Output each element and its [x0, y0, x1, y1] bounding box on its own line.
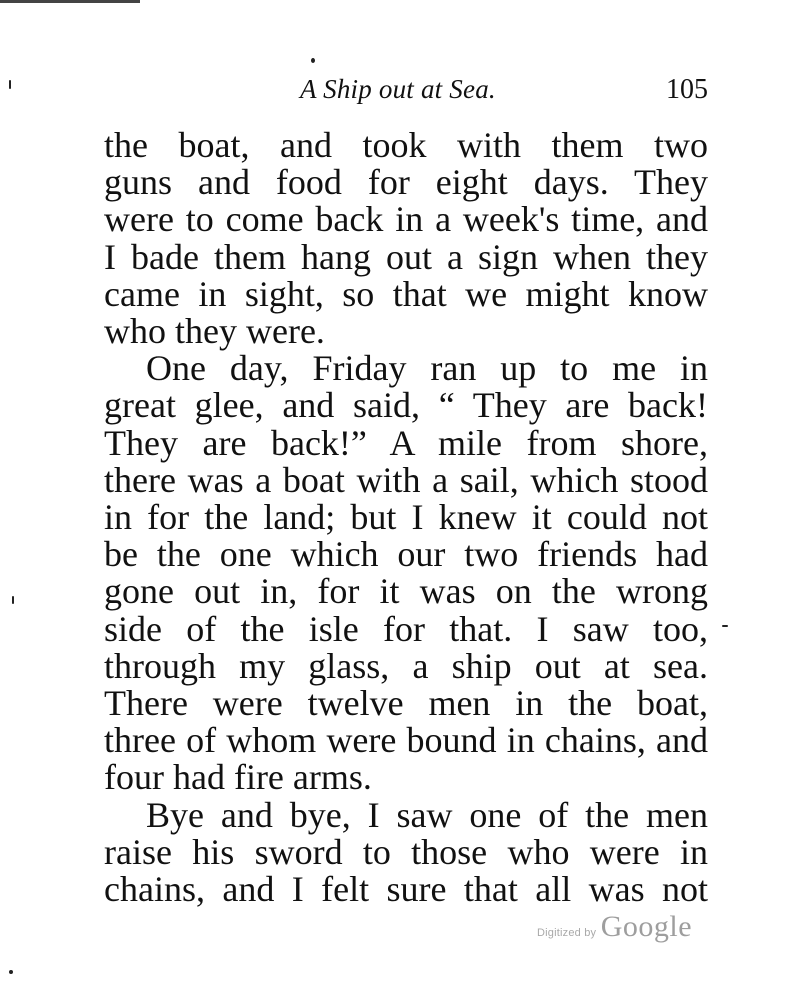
running-title: A Ship out at Sea. [300, 74, 496, 104]
text-line: there was a boat with a sail, which stood [104, 459, 708, 500]
text-line: three of whom were bound in chains, and [104, 720, 708, 761]
scan-speck [9, 80, 11, 89]
top-edge-scan-line [0, 0, 140, 3]
page-number: 105 [666, 74, 708, 105]
page-header [104, 74, 708, 114]
watermark-prefix: Digitized by [537, 927, 597, 939]
text-line: One day, Friday ran up to me in [146, 348, 708, 389]
text-line: There were twelve men in the boat, [104, 683, 708, 724]
digitized-watermark [537, 910, 692, 944]
text-line: They are back!” A mile from shore, [104, 422, 708, 463]
text-line: great glee, and said, “ They are back! [104, 385, 708, 426]
text-line: be the one which our two friends had [104, 534, 708, 575]
body-text [104, 127, 708, 908]
text-line: were to come back in a week's time, and [104, 199, 708, 240]
text-line: came in sight, so that we might know [104, 273, 708, 314]
text-line: chains, and I felt sure that all was not [104, 869, 708, 910]
text-line: guns and food for eight days. They [104, 162, 708, 203]
scan-speck [12, 596, 14, 604]
text-line: gone out in, for it was on the wrong [104, 571, 708, 612]
scan-speck [722, 625, 728, 627]
text-line: side of the isle for that. I saw too, [104, 608, 708, 649]
text-line: in for the land; but I knew it could not [104, 497, 708, 538]
text-line: Bye and bye, I saw one of the men [146, 794, 708, 835]
text-line: who they were. [104, 311, 325, 352]
text-line: I bade them hang out a sign when they [104, 236, 708, 277]
text-line: four had fire arms. [104, 757, 372, 798]
scan-speck [311, 58, 315, 63]
text-line: the boat, and took with them two [104, 125, 708, 165]
scan-speck [9, 970, 13, 974]
text-line: raise his sword to those who were in [104, 831, 708, 872]
watermark-brand: Google [600, 910, 693, 943]
text-line: through my glass, a ship out at sea. [104, 645, 708, 686]
